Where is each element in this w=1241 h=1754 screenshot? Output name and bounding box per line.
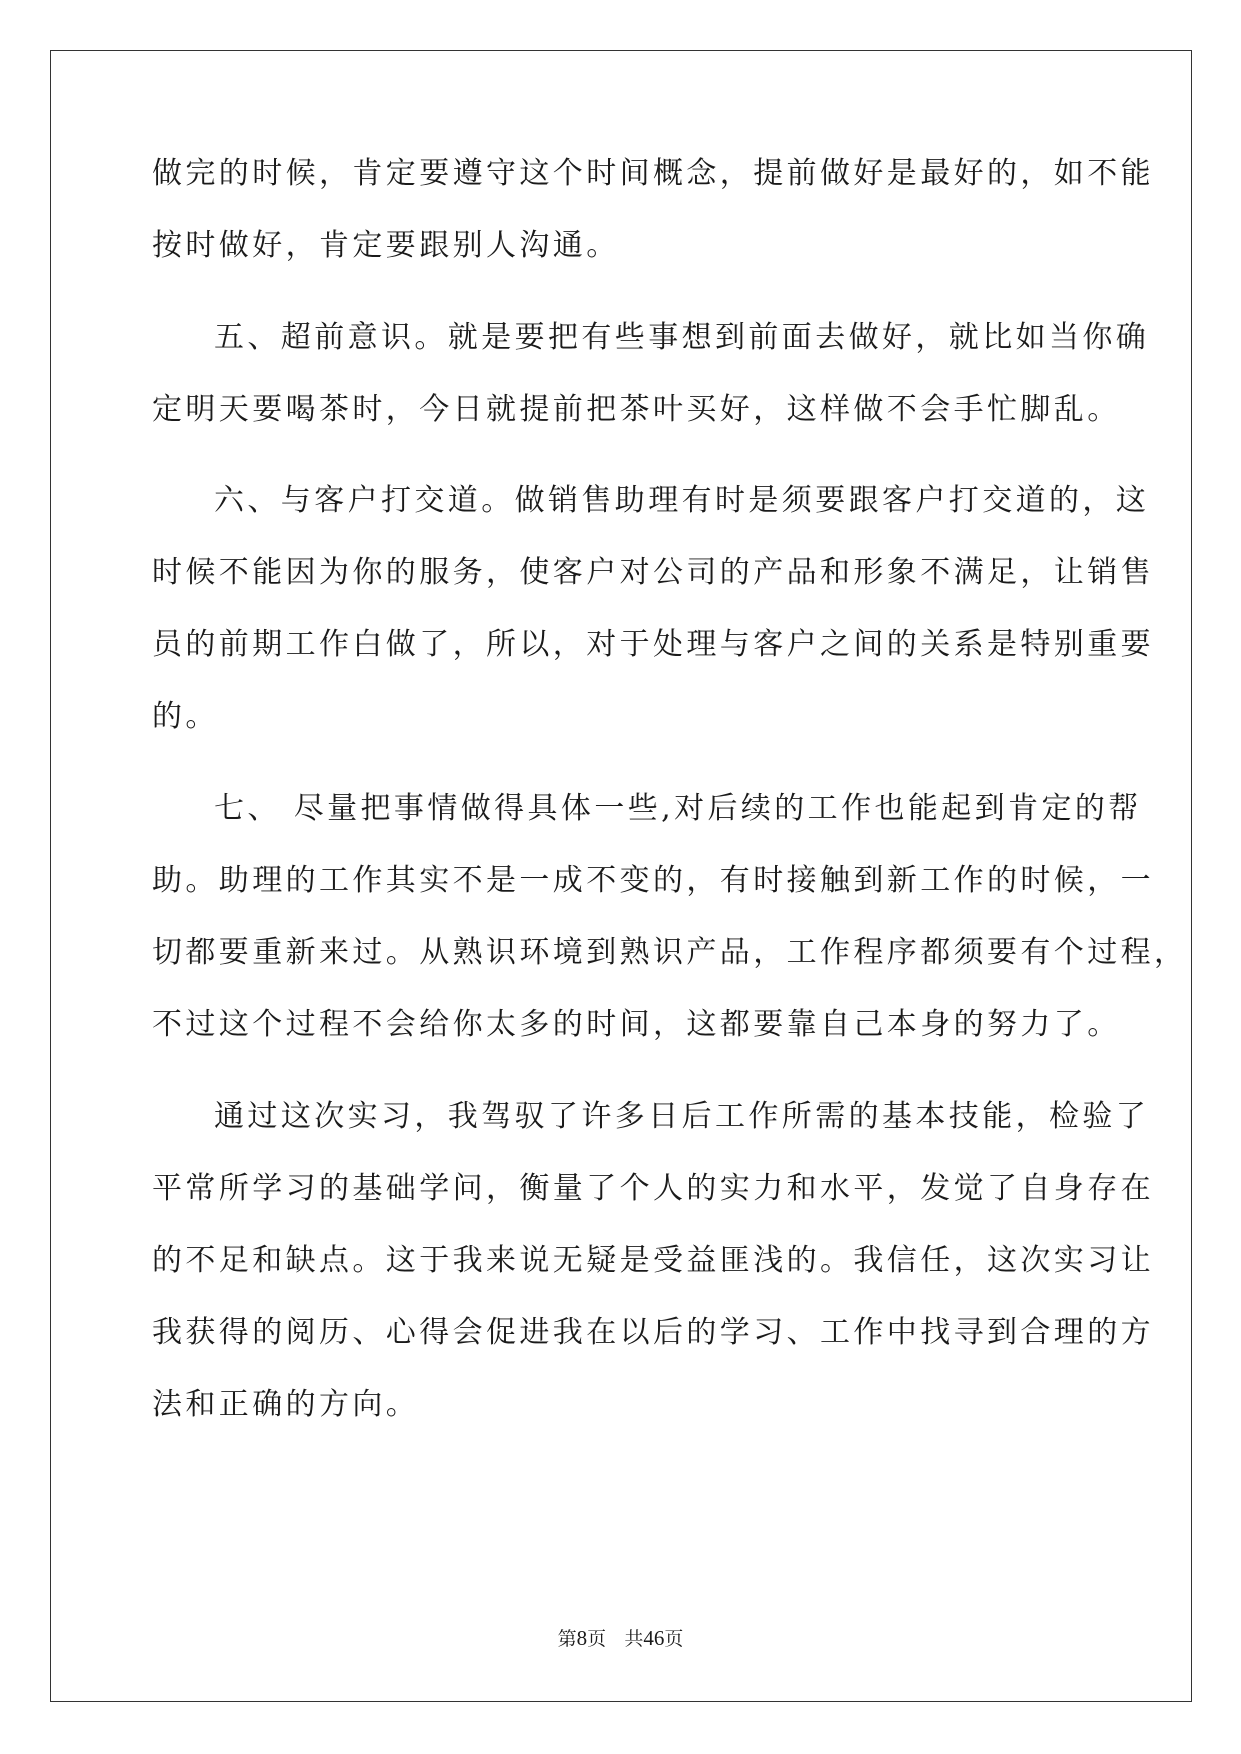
text-line: 定明天要喝茶时，今日就提前把茶叶买好，这样做不会手忙脚乱。 (152, 392, 1121, 427)
text-line: 六、与客户打交道。做销售助理有时是须要跟客户打交道的，这 (214, 483, 1150, 518)
page-prefix: 第 (557, 1628, 577, 1650)
text-line: 做完的时候，肯定要遵守这个时间概念，提前做好是最好的，如不能 (152, 156, 1154, 191)
page-number: 8 (576, 1626, 588, 1650)
text-line: 按时做好，肯定要跟别人沟通。 (152, 228, 620, 263)
text-line: 七、 尽量把事情做得具体一些,对后续的工作也能起到肯定的帮 (214, 791, 1142, 826)
text-line: 我获得的阅历、心得会促进我在以后的学习、工作中找寻到合理的方 (152, 1315, 1154, 1350)
text-line: 不过这个过程不会给你太多的时间，这都要靠自己本身的努力了。 (152, 1007, 1121, 1042)
text-line: 五、超前意识。就是要把有些事想到前面去做好，就比如当你确 (214, 320, 1150, 355)
text-line: 切都要重新来过。从熟识环境到熟识产品，工作程序都须要有个过程， (152, 935, 1188, 970)
text-line: 时候不能因为你的服务，使客户对公司的产品和形象不满足，让销售 (152, 555, 1154, 590)
total-suffix: 页 (664, 1628, 684, 1650)
text-line: 助。助理的工作其实不是一成不变的，有时接触到新工作的时候，一 (152, 863, 1154, 898)
text-line: 的不足和缺点。这于我来说无疑是受益匪浅的。我信任，这次实习让 (152, 1243, 1154, 1278)
total-prefix: 共 (624, 1628, 644, 1650)
text-line: 法和正确的方向。 (152, 1387, 420, 1422)
text-line: 平常所学习的基础学问，衡量了个人的实力和水平，发觉了自身存在 (152, 1171, 1154, 1206)
text-line: 的。 (152, 699, 219, 734)
total-pages: 46 (643, 1626, 665, 1650)
text-line: 员的前期工作白做了，所以，对于处理与客户之间的关系是特别重要 (152, 627, 1154, 662)
text-line: 通过这次实习，我驾驭了许多日后工作所需的基本技能，检验了 (214, 1099, 1150, 1134)
page-suffix: 页 (587, 1628, 607, 1650)
page-number-footer (0, 1624, 1241, 1651)
